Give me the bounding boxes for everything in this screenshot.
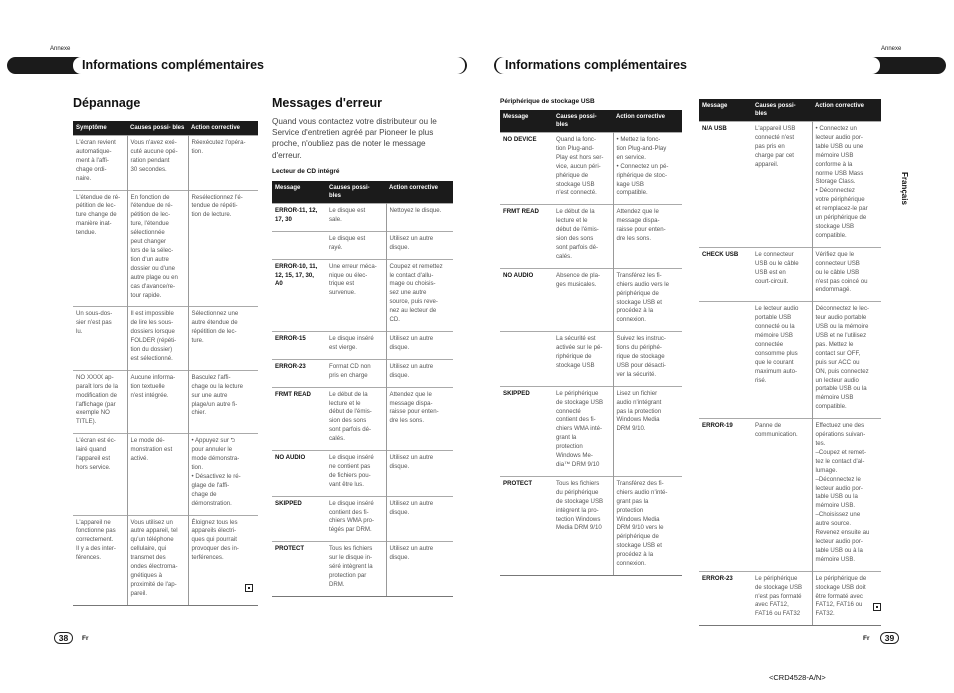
col-header: Causes possi- bles: [553, 110, 613, 133]
table-cell: Déconnectez le lec- teur audio portable USB ou la mémoire USB et ne l'utilisez pas. Mettez le contact sur OFF, puis sur ACC ou ON, puis connectez un lecteur audio portable USB ou la mémoire USB compatible.: [812, 302, 881, 419]
table-cell: Utilisez un autre disque.: [386, 496, 453, 542]
table-cell: Absence de pla- ges musicales.: [553, 268, 613, 331]
table-cell: PROTECT: [272, 542, 326, 597]
table-cell: Le connecteur USB ou le câble USB est en court-circuit.: [752, 247, 812, 302]
table-cell: Il est impossible de lire les sous- dossiers lorsque FOLDER (répéti- tion du dossier) est sélectionné.: [127, 307, 188, 370]
table-row: [272, 496, 453, 542]
col-header: Action corrective: [812, 99, 881, 122]
table-cell: Un sous-dos- sier n'est pas lu.: [73, 307, 127, 370]
table-cell: Le disque est sale.: [326, 204, 386, 232]
table-cell: Utilisez un autre disque.: [386, 451, 453, 497]
table-row: [272, 231, 453, 259]
messages-intro: Quand vous contactez votre distributeur ou le Service d'entretien agréé par Pioneer le plus proche, n'oubliez pas de noter le message d'erreur.: [272, 117, 437, 160]
table-cell: [699, 302, 752, 419]
cd-subtitle: Lecteur de CD intégré: [272, 168, 340, 175]
table-cell: Éloignez tous les appareils électri- ques qui pourrait provoquer des in- terférences.: [188, 515, 258, 605]
table-row: [699, 122, 881, 248]
table-cell: Le lecteur audio portable USB connecté ou la mémoire USB connectée consomme plus que le courant maximum auto- risé.: [752, 302, 812, 419]
table-row: [500, 476, 682, 575]
table-cell: Réexécutez l'opéra- tion.: [188, 136, 258, 191]
col-header: Message: [699, 99, 752, 122]
table-cell: N/A USB: [699, 122, 752, 248]
language-code-left: Fr: [82, 635, 89, 642]
table-row: [500, 386, 682, 476]
messages-title: Messages d'erreur: [272, 96, 382, 110]
table-row: [500, 133, 682, 205]
table-row: [500, 332, 682, 387]
side-language-tab: Français: [900, 172, 909, 205]
table-cell: Une erreur méca- nique ou élec- trique est survenue.: [326, 259, 386, 331]
col-header: Action corrective: [613, 110, 682, 133]
table-cell: L'écran revient automatique- ment à l'affi- chage ordi- naire.: [73, 136, 127, 191]
table-cell: SKIPPED: [272, 496, 326, 542]
table-cell: [500, 332, 553, 387]
table-cell: ERROR-10, 11, 12, 15, 17, 30, A0: [272, 259, 326, 331]
table-row: [272, 331, 453, 359]
table-cell: ERROR-23: [272, 359, 326, 387]
usb-error-table-2: [699, 99, 881, 626]
table-cell: L'appareil USB connecté n'est pas pris en charge par cet appareil.: [752, 122, 812, 248]
table-cell: Transférez les fi- chiers audio vers le périphérique de stockage USB et procédez à la connexion.: [613, 268, 682, 331]
table-row: [699, 419, 881, 572]
table-cell: Basculez l'affi- chage ou la lecture sur une autre plage/un autre fi- chier.: [188, 370, 258, 433]
table-cell: • Connectez un lecteur audio por- table USB ou une mémoire USB conforme à la norme USB Mass Storage Class. • Déconnectez votre périphérique et remplacez-le par un périphérique de stockage USB compatible.: [812, 122, 881, 248]
table-row: [500, 268, 682, 331]
col-header: Action corrective: [188, 121, 258, 136]
table-cell: Attendez que le message dispa- raisse pour enten- dre les sons.: [613, 205, 682, 268]
table-cell: FRMT READ: [272, 387, 326, 450]
table-cell: NO DEVICE: [500, 133, 553, 205]
page-number-left: 38: [54, 632, 73, 644]
usb-error-table-1: [500, 110, 682, 576]
table-cell: Aucune informa- tion textuelle n'est intégrée.: [127, 370, 188, 433]
table-cell: Panne de communication.: [752, 419, 812, 572]
section-title-left: Informations complémentaires: [73, 57, 465, 74]
table-row: [73, 370, 258, 433]
table-row: [73, 434, 258, 515]
table-cell: Suivez les instruc- tions du périphé- rique de stockage USB pour désacti- ver la sécurité.: [613, 332, 682, 387]
table-cell: NO AUDIO: [500, 268, 553, 331]
table-row: [73, 190, 258, 307]
table-row: [699, 247, 881, 302]
end-mark-icon: [245, 584, 253, 592]
table-cell: Utilisez un autre disque.: [386, 542, 453, 597]
page-number-right: 39: [880, 632, 899, 644]
table-cell: Le disque est rayé.: [326, 231, 386, 259]
annexe-label-left: Annexe: [50, 46, 71, 52]
table-cell: Coupez et remettez le contact d'allu- mage ou choisis- sez une autre source, puis reve- nez au lecteur de CD.: [386, 259, 453, 331]
table-cell: Utilisez un autre disque.: [386, 231, 453, 259]
table-row: [272, 359, 453, 387]
table-cell: En fonction de l'étendue de ré- pétition de lec- ture, l'étendue sélectionnée peut changer lors de la sélec- tion d'un autre dossier ou d'une autre plage ou en cas d'avance/re- tour rapide.: [127, 190, 188, 307]
section-title-right: Informations complémentaires: [496, 57, 880, 74]
table-cell: La sécurité est activée sur le pé- riphérique de stockage USB: [553, 332, 613, 387]
table-cell: Transférez des fi- chiers audio n'inté- grant pas la protection Windows Media DRM 9/10 vers le périphérique de stockage USB et procédez à la connexion.: [613, 476, 682, 575]
end-mark-icon: [873, 603, 881, 611]
table-cell: Lisez un fichier audio n'intégrant pas la protection Windows Media DRM 9/10.: [613, 386, 682, 476]
table-row: [272, 204, 453, 232]
table-cell: L'écran est éc- lairé quand l'appareil est hors service.: [73, 434, 127, 515]
col-header: Action corrective: [386, 181, 453, 204]
table-row: [272, 542, 453, 597]
table-cell: FRMT READ: [500, 205, 553, 268]
table-cell: Le périphérique de stockage USB n'est pas formaté avec FAT12, FAT16 ou FAT32: [752, 571, 812, 626]
table-cell: Le disque inséré ne contient pas de fichiers pou- vant être lus.: [326, 451, 386, 497]
table-cell: Vous utilisez un autre appareil, tel qu'un téléphone cellulaire, qui transmet des ondes électroma- gnétiques à proximité de l'ap- pareil.: [127, 515, 188, 605]
table-cell: Le début de la lecture et le début de l'émis- sion des sons sont parfois dé- calés.: [326, 387, 386, 450]
table-cell: NO XXXX ap- paraît lors de la modification de l'affichage (par exemple NO TITLE).: [73, 370, 127, 433]
table-row: [272, 259, 453, 331]
annexe-label-right: Annexe: [881, 46, 902, 52]
table-row: [73, 136, 258, 191]
table-cell: Nettoyez le disque.: [386, 204, 453, 232]
table-cell: Le périphérique de stockage USB doit être formaté avec FAT12, FAT16 ou FAT32.: [812, 571, 881, 626]
col-header: Message: [272, 181, 326, 204]
table-row: [272, 451, 453, 497]
table-cell: Le périphérique de stockage USB connecté contient des fi- chiers WMA inté- grant la protection Windows Me- dia™ DRM 9/10: [553, 386, 613, 476]
depannage-title: Dépannage: [73, 96, 141, 110]
table-cell: L'étendue de ré- pétition de lec- ture change de manière inat- tendue.: [73, 190, 127, 307]
col-header: Causes possi- bles: [752, 99, 812, 122]
table-cell: L'appareil ne fonctionne pas correctement. Il y a des inter- férences.: [73, 515, 127, 605]
table-cell: ERROR-23: [699, 571, 752, 626]
cd-error-table: [272, 181, 453, 597]
language-code-right: Fr: [863, 635, 870, 642]
table-row: [73, 307, 258, 370]
table-row: [73, 515, 258, 605]
document-code: <CRD4528-A/N>: [769, 673, 826, 682]
table-cell: Vous n'avez exé- cuté aucune opé- ration pendant 30 secondes.: [127, 136, 188, 191]
col-header: Symptôme: [73, 121, 127, 136]
table-cell: • Mettez la fonc- tion Plug-and-Play en service. • Connectez un pé- riphérique de stoc- kage USB compatible.: [613, 133, 682, 205]
col-header: Message: [500, 110, 553, 133]
table-cell: Tous les fichiers sur le disque in- séré intègrent la protection par DRM.: [326, 542, 386, 597]
table-cell: Effectuez une des opérations suivan- tes. –Coupez et remet- tez le contact d'al- lumage. –Déconnectez le lecteur audio por- table USB ou la mémoire USB. –Choisissez une autre source. Revenez ensuite au lecteur audio por- table USB ou à la mémoire USB.: [812, 419, 881, 572]
col-header: Causes possi- bles: [326, 181, 386, 204]
table-cell: NO AUDIO: [272, 451, 326, 497]
col-header: Causes possi- bles: [127, 121, 188, 136]
table-cell: PROTECT: [500, 476, 553, 575]
table-cell: Quand la fonc- tion Plug-and- Play est hors ser- vice, aucun péri- phérique de stockage USB n'est connecté.: [553, 133, 613, 205]
depannage-table: [73, 121, 258, 606]
table-cell: Le mode dé- monstration est activé.: [127, 434, 188, 515]
table-cell: • Appuyez sur ⮌ pour annuler le mode démonstra- tion. • Désactivez le ré- glage de l'affi- chage de démonstration.: [188, 434, 258, 515]
table-cell: Le disque inséré contient des fi- chiers WMA pro- tégés par DRM.: [326, 496, 386, 542]
table-cell: ERROR-19: [699, 419, 752, 572]
table-cell: [272, 231, 326, 259]
table-cell: SKIPPED: [500, 386, 553, 476]
table-cell: Attendez que le message dispa- raisse pour enten- dre les sons.: [386, 387, 453, 450]
table-cell: ERROR-11, 12, 17, 30: [272, 204, 326, 232]
table-cell: Format CD non pris en charge: [326, 359, 386, 387]
table-cell: Utilisez un autre disque.: [386, 359, 453, 387]
table-row: [272, 387, 453, 450]
table-cell: Utilisez un autre disque.: [386, 331, 453, 359]
table-row: [699, 302, 881, 419]
table-cell: ERROR-15: [272, 331, 326, 359]
table-cell: Le début de la lecture et le début de l'émis- sion des sons sont parfois dé- calés.: [553, 205, 613, 268]
table-cell: Sélectionnez une autre étendue de répétition de lec- ture.: [188, 307, 258, 370]
table-cell: Resélectionnez l'é- tendue de répéti- tion de lecture.: [188, 190, 258, 307]
table-row: [699, 571, 881, 626]
table-cell: Tous les fichiers du périphérique de stockage USB intègrent la pro- tection Windows Media DRM 9/10: [553, 476, 613, 575]
table-cell: CHECK USB: [699, 247, 752, 302]
table-cell: Le disque inséré est vierge.: [326, 331, 386, 359]
table-row: [500, 205, 682, 268]
table-cell: Vérifiez que le connecteur USB ou le câble USB n'est pas coincé ou endommagé.: [812, 247, 881, 302]
usb-subtitle: Périphérique de stockage USB: [500, 98, 595, 105]
